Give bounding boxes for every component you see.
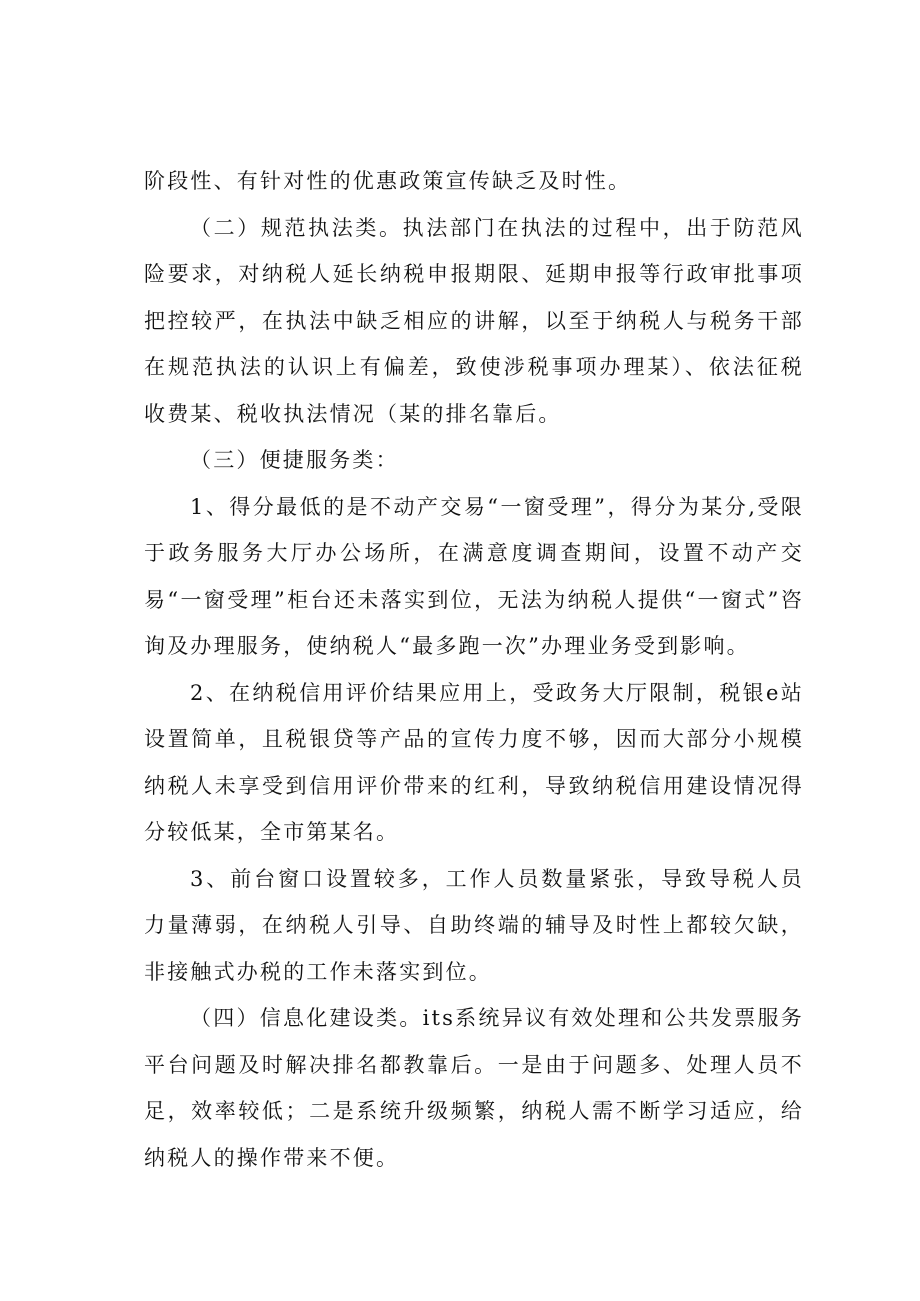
paragraph-item-1: 1、得分最低的是不动产交易“一窗受理”，得分为某分,受限于政务服务大厅办公场所，在满意度调查期间，设置不动产交易“一窗受理”柜台还未落实到位，无法为纳税人提供“一窗式”咨询及办理服务，使纳税人“最多跑一次”办理业务受到影响。 — [144, 494, 804, 658]
document-body — [144, 158, 804, 1181]
paragraph-informatization: （四）信息化建设类。its系统异议有效处理和公共发票服务平台问题及时解决排名都教靠后。一是由于问题多、处理人员不足，效率较低；二是系统升级频繁，纳税人需不断学习适应，给纳税人的操作带来不便。 — [144, 1006, 804, 1170]
heading-convenient-service: （三）便捷服务类： — [190, 448, 399, 472]
paragraph-continuation: 阶段性、有针对性的优惠政策宣传缺乏及时性。 — [144, 169, 632, 193]
paragraph-law-enforcement: （二）规范执法类。执法部门在执法的过程中，出于防范风险要求，对纳税人延长纳税申报期限、延期申报等行政审批事项把控较严，在执法中缺乏相应的讲解，以至于纳税人与税务干部在规范执法的认识上有偏差，致使涉税事项办理某）、依法征税收费某、税收执法情况（某的排名靠后。 — [144, 215, 804, 426]
paragraph-item-2: 2、在纳税信用评价结果应用上，受政务大厅限制，税银e站设置简单，且税银贷等产品的宣传力度不够，因而大部分小规模纳税人未享受到信用评价带来的红利，导致纳税信用建设情况得分较低某，全市第某名。 — [144, 680, 804, 844]
paragraph-item-3: 3、前台窗口设置较多，工作人员数量紧张，导致导税人员力量薄弱，在纳税人引导、自助终端的辅导及时性上都较欠缺，非接触式办税的工作未落实到位。 — [144, 866, 804, 984]
